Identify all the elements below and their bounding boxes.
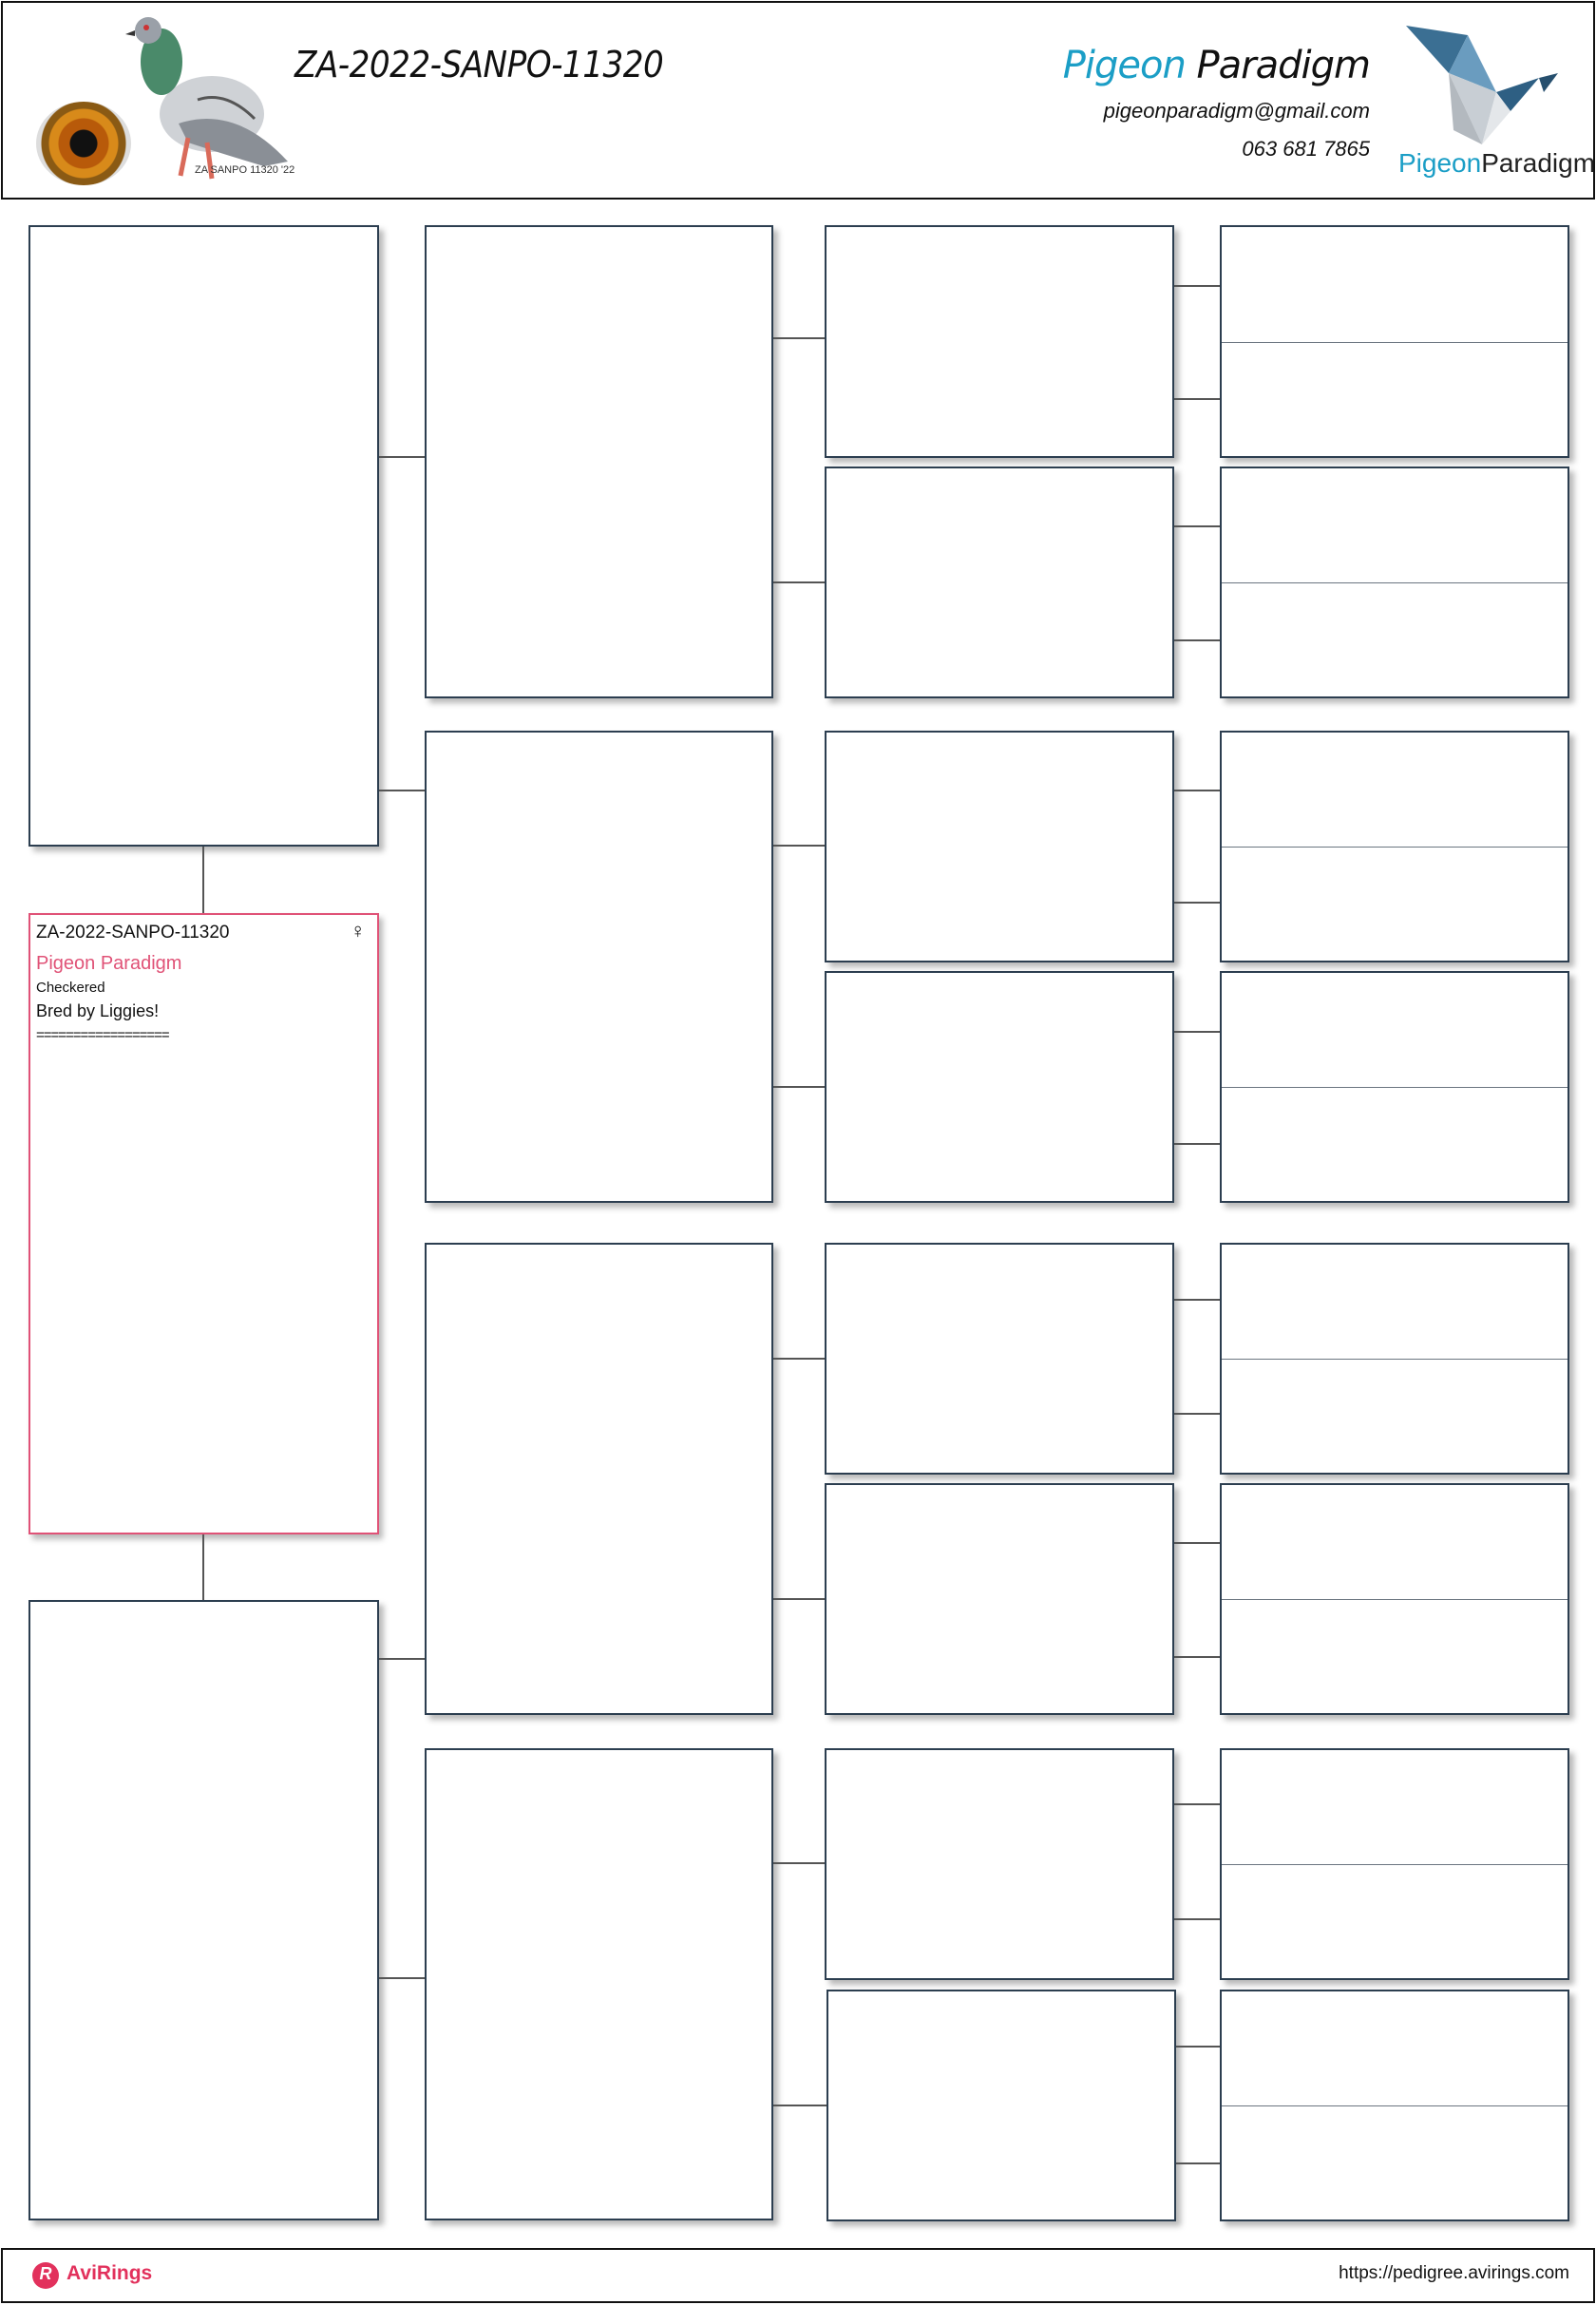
contact-phone: 063 681 7865 xyxy=(1242,137,1370,161)
eye-photo xyxy=(36,102,131,185)
great-great-grandparent-box[interactable] xyxy=(1220,1990,1569,2221)
grandparent-box[interactable] xyxy=(425,1243,773,1715)
great-grandparent-box[interactable] xyxy=(825,1243,1174,1475)
sire-box[interactable] xyxy=(28,225,379,847)
brand-name xyxy=(1063,44,1370,87)
connector-line xyxy=(202,1534,204,1600)
connector-line xyxy=(1174,1031,1220,1033)
great-grandparent-box[interactable] xyxy=(825,731,1174,962)
brand-name-second: Paradigm xyxy=(1196,44,1370,87)
grandparent-box[interactable] xyxy=(425,731,773,1203)
photo-caption: ZA SANPO 11320 '22 xyxy=(195,164,295,176)
connector-line xyxy=(1174,1656,1220,1658)
grandparent-box[interactable] xyxy=(425,1748,773,2220)
subject-pigeon-card[interactable] xyxy=(28,913,379,1534)
great-great-grandparent-box[interactable] xyxy=(1220,225,1569,458)
great-great-grandparent-box[interactable] xyxy=(1220,1748,1569,1980)
subject-owner: Pigeon Paradigm xyxy=(36,953,182,974)
great-grandparent-box[interactable] xyxy=(825,971,1174,1203)
great-great-grandparent-box[interactable] xyxy=(1220,731,1569,962)
great-grandparent-box[interactable] xyxy=(825,1748,1174,1980)
footer-url-link[interactable]: https://pedigree.avirings.com xyxy=(1339,2263,1569,2283)
connector-line xyxy=(379,1977,425,1979)
great-great-grandparent-box[interactable] xyxy=(1220,1483,1569,1715)
connector-line xyxy=(379,1658,425,1660)
footer-brand[interactable]: AviRings xyxy=(66,2262,153,2284)
great-grandparent-box[interactable] xyxy=(826,1990,1176,2221)
connector-line xyxy=(379,456,425,458)
ring-number-title: ZA-2022-SANPO-11320 xyxy=(294,44,664,86)
contact-email: pigeonparadigm@gmail.com xyxy=(1103,99,1370,123)
great-grandparent-box[interactable] xyxy=(825,467,1174,698)
connector-line xyxy=(773,1598,825,1600)
connector-line xyxy=(1174,1143,1220,1145)
connector-line xyxy=(773,845,825,847)
avirings-logo-icon xyxy=(32,2262,59,2289)
subject-separator: ================== xyxy=(36,1027,169,1043)
connector-line xyxy=(1174,1542,1220,1544)
logo-wordmark: PigeonParadigm xyxy=(1398,148,1596,178)
grandparent-box[interactable] xyxy=(425,225,773,698)
brand-name-first: Pigeon xyxy=(1062,44,1186,87)
female-icon: ♀ xyxy=(350,919,366,943)
connector-line xyxy=(773,581,825,583)
connector-line xyxy=(1176,2162,1220,2164)
connector-line xyxy=(379,790,425,791)
connector-line xyxy=(1174,639,1220,641)
connector-line xyxy=(1174,1918,1220,1920)
connector-line xyxy=(773,1862,825,1864)
pigeon-photo xyxy=(122,10,293,190)
connector-line xyxy=(1174,790,1220,791)
connector-line xyxy=(773,1358,825,1360)
connector-line xyxy=(1174,398,1220,400)
subject-note: Bred by Liggies! xyxy=(36,1001,160,1020)
great-great-grandparent-box[interactable] xyxy=(1220,467,1569,698)
connector-line xyxy=(773,1086,825,1088)
dam-box[interactable] xyxy=(28,1600,379,2220)
connector-line xyxy=(1176,2046,1220,2048)
connector-line xyxy=(1174,1299,1220,1301)
great-grandparent-box[interactable] xyxy=(825,1483,1174,1715)
subject-color: Checkered xyxy=(36,980,105,996)
great-great-grandparent-box[interactable] xyxy=(1220,971,1569,1203)
connector-line xyxy=(1174,285,1220,287)
great-grandparent-box[interactable] xyxy=(825,225,1174,458)
connector-line xyxy=(202,847,204,913)
connector-line xyxy=(1174,1413,1220,1415)
connector-line xyxy=(1174,902,1220,904)
connector-line xyxy=(773,2105,826,2106)
great-great-grandparent-box[interactable] xyxy=(1220,1243,1569,1475)
connector-line xyxy=(1174,1803,1220,1805)
connector-line xyxy=(1174,525,1220,527)
connector-line xyxy=(773,337,825,339)
subject-ring-number: ZA-2022-SANPO-11320 xyxy=(36,923,230,943)
